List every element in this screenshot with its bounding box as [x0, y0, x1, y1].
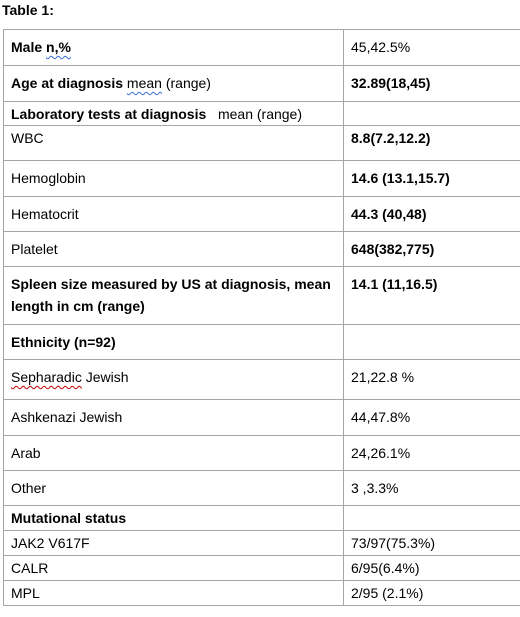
- row-value: 44.3 (40,48): [344, 197, 520, 232]
- row-value: 21,22.8 %: [344, 360, 520, 400]
- row-label: Ashkenazi Jewish: [4, 400, 344, 436]
- table-row: [4, 126, 520, 161]
- row-label: Laboratory tests at diagnosis mean (range): [4, 102, 344, 126]
- table-row: [4, 556, 520, 581]
- row-label: Male n,%: [4, 30, 344, 66]
- table-row: [4, 471, 520, 506]
- row-value: 14.1 (11,16.5): [344, 267, 520, 325]
- row-label: JAK2 V617F: [4, 531, 344, 556]
- table-row: [4, 531, 520, 556]
- table-row: [4, 161, 520, 197]
- row-value: 14.6 (13.1,15.7): [344, 161, 520, 197]
- table-row: [4, 197, 520, 232]
- table-row: [4, 30, 520, 66]
- table-row: [4, 400, 520, 436]
- table-row: [4, 102, 520, 126]
- row-label: Sepharadic Jewish: [4, 360, 344, 400]
- row-label: Arab: [4, 436, 344, 471]
- row-label: Ethnicity (n=92): [4, 325, 344, 360]
- table-row: [4, 506, 520, 531]
- row-label: Other: [4, 471, 344, 506]
- row-label: Hematocrit: [4, 197, 344, 232]
- row-label: WBC: [4, 126, 344, 161]
- table-row: [4, 267, 520, 325]
- row-label: CALR: [4, 556, 344, 581]
- table-row: [4, 325, 520, 360]
- row-value: 45,42.5%: [344, 30, 520, 66]
- row-label: Platelet: [4, 232, 344, 267]
- row-value: 73/97(75.3%): [344, 531, 520, 556]
- table-row: [4, 436, 520, 471]
- row-label: Mutational status: [4, 506, 344, 531]
- row-value: 2/95 (2.1%): [344, 581, 520, 606]
- row-value: 6/95(6.4%): [344, 556, 520, 581]
- row-label: Age at diagnosis mean (range): [4, 66, 344, 102]
- row-value: 32.89(18,45): [344, 66, 520, 102]
- row-value: 24,26.1%: [344, 436, 520, 471]
- data-table: [3, 29, 520, 606]
- row-value: 3 ,3.3%: [344, 471, 520, 506]
- table-row: [4, 66, 520, 102]
- table-row: [4, 360, 520, 400]
- row-value: [344, 506, 520, 531]
- row-value: 648(382,775): [344, 232, 520, 267]
- row-value: [344, 325, 520, 360]
- row-label: MPL: [4, 581, 344, 606]
- row-value: [344, 102, 520, 126]
- table-title: Table 1:: [2, 2, 54, 18]
- table-row: [4, 232, 520, 267]
- row-label: Spleen size measured by US at diagnosis, mean length in cm (range): [4, 267, 344, 325]
- row-value: 44,47.8%: [344, 400, 520, 436]
- row-value: 8.8(7.2,12.2): [344, 126, 520, 161]
- table-row: [4, 581, 520, 606]
- row-label: Hemoglobin: [4, 161, 344, 197]
